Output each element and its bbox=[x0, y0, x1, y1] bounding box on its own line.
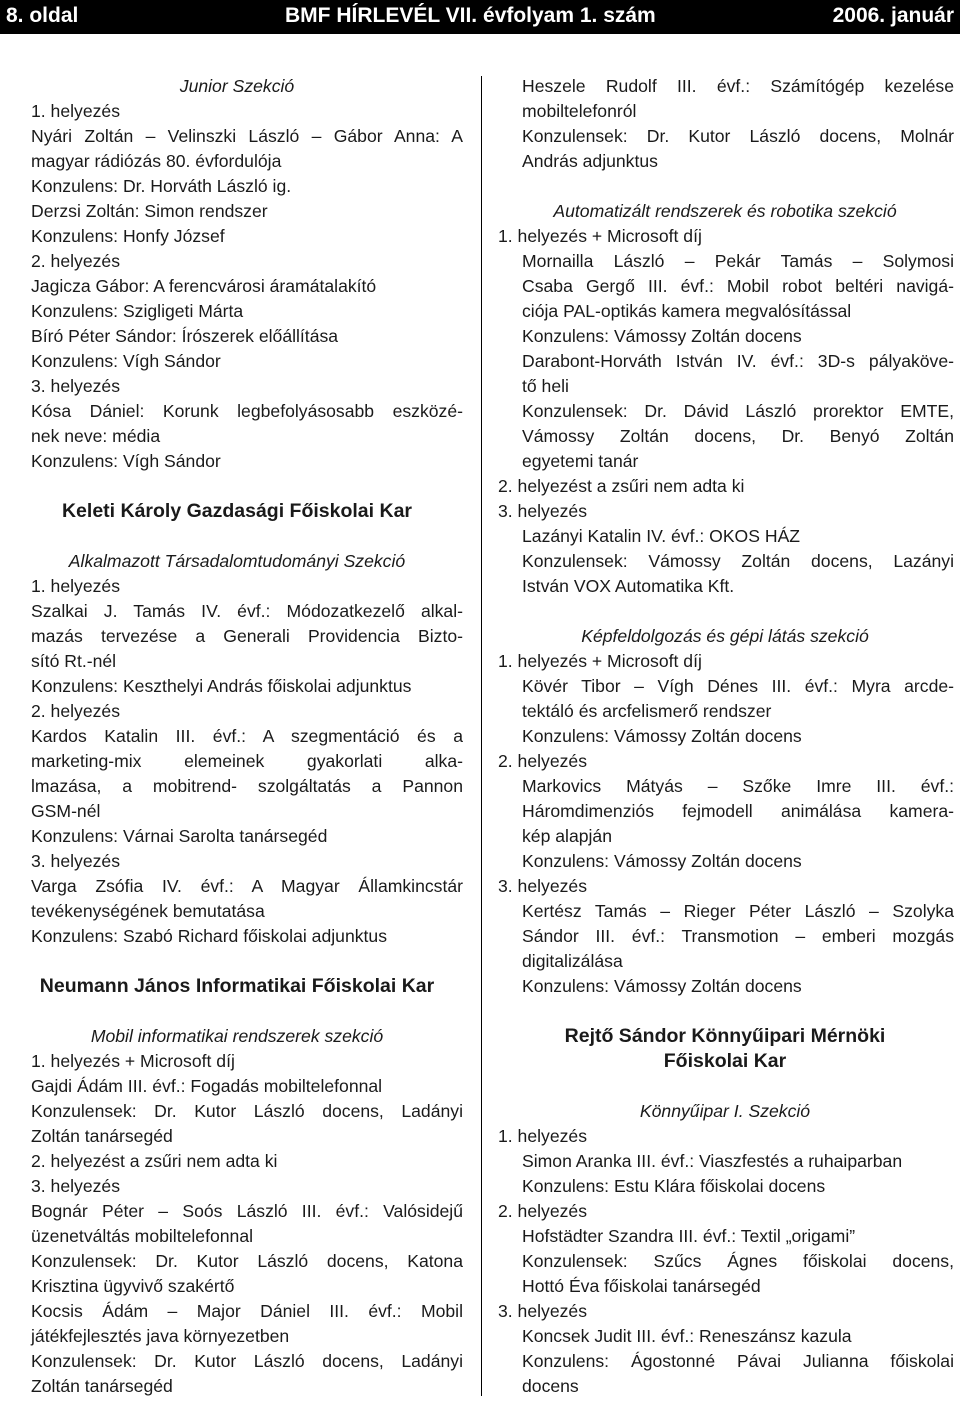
entry-line: üzenetváltás mobiltelefonnal bbox=[31, 1226, 254, 1246]
entry-line: Konzulens: Vígh Sándor bbox=[31, 451, 221, 471]
entry-line: Szalkai J. Tamás IV. évf.: Módozatkezelő alkal- bbox=[31, 601, 463, 621]
entry-line: ciója PAL-optikás kamera megvalósítással bbox=[522, 301, 852, 321]
entry-line: docens bbox=[522, 1376, 579, 1396]
section-title-junior: Junior Szekció bbox=[179, 76, 295, 96]
entry-line: Sándor III. évf.: Transmotion – emberi mozgás bbox=[522, 926, 954, 946]
entry-line: Konzulens: Ágostonné Pávai Julianna főiskolai bbox=[522, 1351, 954, 1371]
placement-label: 3. helyezés bbox=[31, 376, 120, 396]
right-column bbox=[490, 74, 960, 1399]
entry-line: Konzulens: Vámossy Zoltán docens bbox=[522, 326, 802, 346]
entry-line: mazás tervezése a Generali Providencia Bizto- bbox=[31, 626, 463, 646]
entry-line: Konzulens: Vígh Sándor bbox=[31, 351, 221, 371]
entry-line: Csaba Gergő III. évf.: Mobil robot beltéri navigá- bbox=[522, 276, 954, 296]
entry-line: Markovics Mátyás – Szőke Imre III. évf.: bbox=[522, 776, 954, 796]
placement-label: 3. helyezés bbox=[31, 1176, 120, 1196]
section-title-automation: Automatizált rendszerek és robotika szekció bbox=[553, 201, 897, 221]
entry-line: Konzulensek: Dr. Kutor László docens, Katona bbox=[31, 1251, 463, 1271]
placement-label: 1. helyezés bbox=[498, 1126, 587, 1146]
entry-line: tektáló és arcfelismerő rendszer bbox=[522, 701, 772, 721]
entry-line: Kertész Tamás – Rieger Péter László – Szolyka bbox=[522, 901, 954, 921]
page-number: 8. oldal bbox=[6, 4, 79, 27]
entry-line: Konzulensek: Dr. Kutor László docens, Ladányi bbox=[31, 1101, 463, 1121]
entry-line: Konzulensek: Dr. Dávid László prorektor EMTE, bbox=[522, 401, 954, 421]
entry-line: Konzulensek: Vámossy Zoltán docens, Lazányi bbox=[522, 551, 954, 571]
placement-label: 1. helyezés + Microsoft díj bbox=[498, 651, 702, 671]
entry-line: lmazása, a mobitrend- szolgáltatás a Pannon bbox=[31, 776, 463, 796]
placement-label: 2. helyezés bbox=[31, 701, 120, 721]
entry-line: Konzulens: Várnai Sarolta tanársegéd bbox=[31, 826, 328, 846]
entry-line: Vámossy Zoltán docens, Dr. Benyó Zoltán bbox=[522, 426, 954, 446]
entry-line: mobiltelefonról bbox=[522, 101, 637, 121]
entry-line: Jagicza Gábor: A ferencvárosi áramátalakító bbox=[31, 276, 377, 296]
entry-line: Bíró Péter Sándor: Írószerek előállítása bbox=[31, 326, 339, 346]
page-header bbox=[0, 0, 960, 34]
entry-line: Konzulens: Estu Klára főiskolai docens bbox=[522, 1176, 826, 1196]
entry-line: Gajdi Ádám III. évf.: Fogadás mobiltelefonnal bbox=[31, 1076, 383, 1096]
entry-line: Nyári Zoltán – Velinszki László – Gábor Anna: A bbox=[31, 126, 463, 146]
placement-label: 3. helyezés bbox=[31, 851, 120, 871]
entry-line: tő heli bbox=[522, 376, 569, 396]
entry-line: Lazányi Katalin IV. évf.: OKOS HÁZ bbox=[522, 526, 801, 546]
placement-label: 3. helyezés bbox=[498, 1301, 587, 1321]
entry-line: Krisztina ügyvivő szakértő bbox=[31, 1276, 235, 1296]
placement-label: 1. helyezés + Microsoft díj bbox=[31, 1051, 235, 1071]
placement-label: 1. helyezés + Microsoft díj bbox=[498, 226, 702, 246]
faculty-title-kgk: Keleti Károly Gazdasági Főiskolai Kar bbox=[61, 500, 413, 522]
entry-line: Konzulens: Dr. Horváth László ig. bbox=[31, 176, 292, 196]
entry-line: Konzulensek: Dr. Kutor László docens, Ladányi bbox=[31, 1351, 463, 1371]
entry-line: Konzulens: Keszthelyi András főiskolai adjunktus bbox=[31, 676, 412, 696]
entry-line: Konzulens: Honfy József bbox=[31, 226, 225, 246]
placement-label: 2. helyezés bbox=[498, 1201, 587, 1221]
publication-title: BMF HÍRLEVÉL VII. évfolyam 1. szám bbox=[285, 4, 656, 27]
entry-line: kép alapján bbox=[522, 826, 612, 846]
entry-line: Varga Zsófia IV. évf.: A Magyar Államkincstár bbox=[31, 876, 463, 896]
entry-line: Konzulensek: Dr. Kutor László docens, Molnár bbox=[522, 126, 954, 146]
entry-line: Kardos Katalin III. évf.: A szegmentáció és a bbox=[31, 726, 463, 746]
entry-line: Simon Aranka III. évf.: Viaszfestés a ruhaiparban bbox=[522, 1151, 903, 1171]
placement-label: 3. helyezés bbox=[498, 501, 587, 521]
section-title-social: Alkalmazott Társadalomtudományi Szekció bbox=[68, 551, 406, 571]
entry-line: Bognár Péter – Soós László III. évf.: Valósidejű bbox=[31, 1201, 463, 1221]
entry-line: tevékenységének bemutatása bbox=[31, 901, 265, 921]
entry-line: GSM-nél bbox=[31, 801, 101, 821]
faculty-title-rkk-line1: Rejtő Sándor Könnyűipari Mérnöki bbox=[564, 1025, 886, 1047]
entry-line: Kocsis Ádám – Major Dániel III. évf.: Mobil bbox=[31, 1301, 463, 1321]
entry-line: magyar rádiózás 80. évfordulója bbox=[31, 151, 282, 171]
entry-line: Zoltán tanársegéd bbox=[31, 1126, 173, 1146]
placement-label: 2. helyezés bbox=[31, 251, 120, 271]
entry-line: Konzulensek: Szűcs Ágnes főiskolai docens, bbox=[522, 1251, 954, 1271]
entry-line: Konzulens: Szabó Richard főiskolai adjunktus bbox=[31, 926, 387, 946]
placement-label: 2. helyezés bbox=[498, 751, 587, 771]
entry-line: Kósa Dániel: Korunk legbefolyásosabb eszközé- bbox=[31, 401, 463, 421]
entry-line: játékfejlesztés java környezetben bbox=[31, 1326, 290, 1346]
left-column bbox=[0, 74, 474, 1399]
section-title-light-industry: Könnyűipar I. Szekció bbox=[639, 1101, 811, 1121]
section-title-mobile: Mobil informatikai rendszerek szekció bbox=[90, 1026, 384, 1046]
entry-line: egyetemi tanár bbox=[522, 451, 639, 471]
entry-line: Kövér Tibor – Vígh Dénes III. évf.: Myra arcde- bbox=[522, 676, 954, 696]
entry-line: Konzulens: Szigligeti Márta bbox=[31, 301, 244, 321]
entry-line: Zoltán tanársegéd bbox=[31, 1376, 173, 1396]
placement-label: 1. helyezés bbox=[31, 101, 120, 121]
section-title-image-processing: Képfeldolgozás és gépi látás szekció bbox=[581, 626, 869, 646]
placement-label: 2. helyezést a zsűri nem adta ki bbox=[31, 1151, 278, 1171]
entry-line: István VOX Automatika Kft. bbox=[522, 576, 735, 596]
entry-line: Háromdimenziós fejmodell animálása kamera- bbox=[522, 801, 954, 821]
entry-line: sító Rt.-nél bbox=[31, 651, 117, 671]
entry-line: Koncsek Judit III. évf.: Reneszánsz kazula bbox=[522, 1326, 852, 1346]
issue-date: 2006. január bbox=[832, 4, 954, 27]
entry-line: Konzulens: Vámossy Zoltán docens bbox=[522, 851, 802, 871]
entry-line: nek neve: média bbox=[31, 426, 161, 446]
placement-label: 3. helyezés bbox=[498, 876, 587, 896]
faculty-title-nik: Neumann János Informatikai Főiskolai Kar bbox=[39, 975, 435, 997]
entry-line: Konzulens: Vámossy Zoltán docens bbox=[522, 726, 802, 746]
entry-line: Mornailla László – Pekár Tamás – Solymosi bbox=[522, 251, 954, 271]
placement-label: 2. helyezést a zsűri nem adta ki bbox=[498, 476, 745, 496]
entry-line: András adjunktus bbox=[522, 151, 658, 171]
entry-line: marketing-mix elemeinek gyakorlati alka- bbox=[31, 751, 463, 771]
entry-line: Hottó Éva főiskolai tanársegéd bbox=[522, 1276, 761, 1296]
entry-line: digitalizálása bbox=[522, 951, 623, 971]
placement-label: 1. helyezés bbox=[31, 576, 120, 596]
entry-line: Konzulens: Vámossy Zoltán docens bbox=[522, 976, 802, 996]
entry-line: Derzsi Zoltán: Simon rendszer bbox=[31, 201, 268, 221]
entry-line: Heszele Rudolf III. évf.: Számítógép kezelése bbox=[522, 76, 954, 96]
entry-line: Hofstädter Szandra III. évf.: Textil „origami” bbox=[522, 1226, 856, 1246]
entry-line: Darabont-Horváth István IV. évf.: 3D-s pályaköve- bbox=[522, 351, 954, 371]
column-divider bbox=[481, 76, 482, 1396]
faculty-title-rkk-line2: Főiskolai Kar bbox=[663, 1050, 787, 1072]
